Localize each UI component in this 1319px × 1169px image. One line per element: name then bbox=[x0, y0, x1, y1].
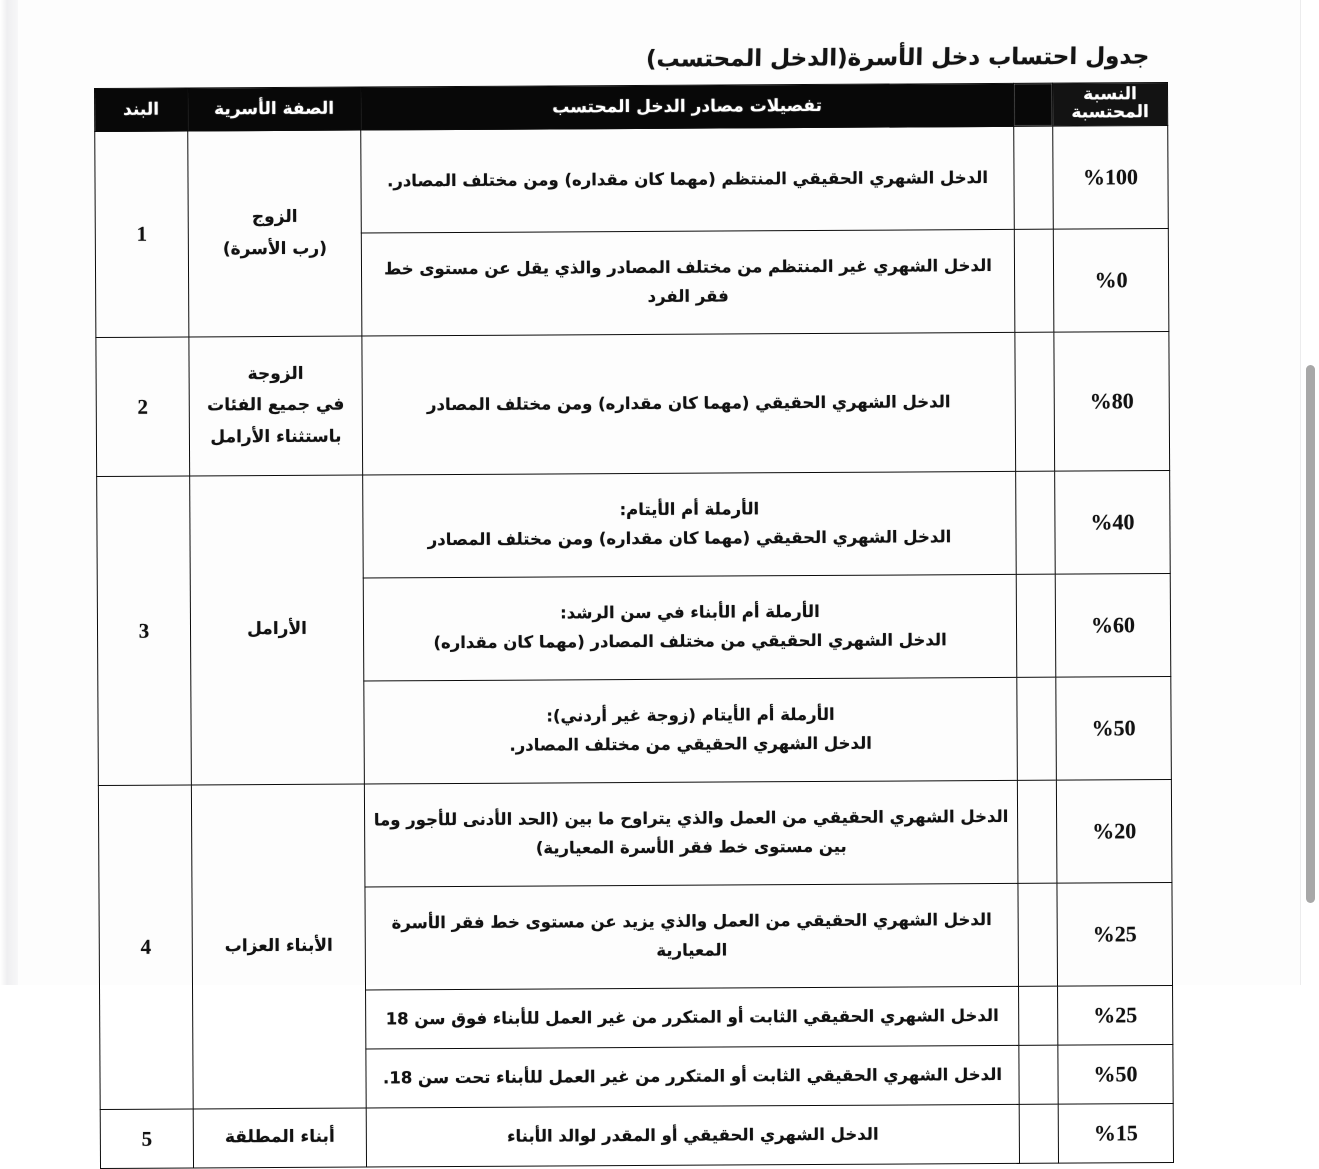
cell-percentage: %60 bbox=[1055, 574, 1171, 678]
cell-item-no: 3 bbox=[97, 476, 192, 786]
table-row bbox=[95, 126, 1169, 235]
column-header-item-no: البند bbox=[94, 88, 187, 132]
cell-percentage: %20 bbox=[1056, 780, 1172, 884]
cell-family-status: الأبناء العزاب bbox=[191, 784, 366, 1109]
cell-item-no: 4 bbox=[98, 785, 193, 1110]
vertical-scrollbar-thumb[interactable] bbox=[1306, 365, 1315, 903]
cell-detail: الدخل الشهري الحقيقي من العمل والذي يتراوح ما بين (الحد الأدنى للأجور وما بين مستوى خط فقر الأسرة المعيارية) bbox=[364, 780, 1018, 887]
status-line: (رب الأسرة) bbox=[222, 238, 328, 259]
cell-separator bbox=[1015, 332, 1055, 471]
table-row bbox=[98, 780, 1172, 889]
cell-percentage: %0 bbox=[1053, 229, 1169, 333]
table-row bbox=[100, 1103, 1173, 1168]
cell-percentage: %25 bbox=[1058, 985, 1173, 1045]
detail-subheading: الأرملة أم الأيتام: bbox=[619, 499, 760, 520]
column-header-percentage: النسبة المحتسبة bbox=[1052, 83, 1167, 127]
status-line: الزوجة bbox=[247, 363, 304, 384]
column-header-family-status: الصفة الأسرية bbox=[187, 87, 360, 131]
detail-subheading: الأرملة أم الأيتام (زوجة غير أردني): bbox=[546, 705, 835, 726]
cell-separator bbox=[1017, 677, 1057, 780]
cell-percentage: %15 bbox=[1058, 1103, 1173, 1163]
cell-percentage: %100 bbox=[1053, 126, 1169, 230]
cell-detail: الدخل الشهري الحقيقي من العمل والذي يزيد عن مستوى خط فقر الأسرة المعيارية bbox=[365, 883, 1019, 990]
cell-detail: الدخل الشهري الحقيقي المنتظم (مهما كان مقداره) ومن مختلف المصادر. bbox=[361, 126, 1015, 233]
family-income-calculation-table bbox=[94, 82, 1174, 1169]
cell-percentage: %40 bbox=[1055, 471, 1171, 575]
cell-separator bbox=[1019, 1104, 1058, 1163]
vertical-scrollbar-track[interactable] bbox=[1300, 0, 1319, 985]
cell-separator bbox=[1014, 229, 1054, 332]
cell-detail bbox=[364, 677, 1018, 784]
cell-item-no: 5 bbox=[100, 1109, 193, 1169]
cell-detail: الدخل الشهري الحقيقي أو المقدر لوالد الأبناء bbox=[366, 1104, 1019, 1167]
cell-percentage: %80 bbox=[1054, 332, 1170, 472]
cell-separator bbox=[1016, 471, 1056, 574]
status-line: باستثناء الأرامل bbox=[210, 426, 342, 448]
cell-detail bbox=[363, 471, 1017, 578]
table-header-row bbox=[94, 83, 1167, 132]
status-line: في جميع الفئات bbox=[207, 394, 345, 416]
page-left-shadow bbox=[0, 0, 18, 985]
table-body bbox=[95, 126, 1174, 1169]
column-header-separator bbox=[1013, 83, 1052, 126]
status-line: الزوج bbox=[251, 206, 298, 228]
cell-separator bbox=[1018, 883, 1058, 986]
cell-detail bbox=[363, 574, 1017, 681]
table-row bbox=[96, 332, 1170, 477]
cell-percentage: %50 bbox=[1058, 1044, 1173, 1104]
cell-item-no: 2 bbox=[96, 337, 190, 477]
cell-detail: الدخل الشهري الحقيقي الثابت أو المتكرر من غير العمل للأبناء فوق سن 18 bbox=[366, 986, 1019, 1049]
cell-family-status bbox=[188, 130, 362, 337]
cell-separator bbox=[1019, 1045, 1058, 1104]
cell-separator bbox=[1017, 780, 1057, 883]
cell-detail: الدخل الشهري غير المنتظم من مختلف المصادر والذي يقل عن مستوى خط فقر الفرد bbox=[361, 229, 1015, 336]
detail-text: الدخل الشهري الحقيقي من مختلف المصادر. bbox=[509, 733, 872, 755]
cell-detail: الدخل الشهري الحقيقي (مهما كان مقداره) ومن مختلف المصادر bbox=[362, 332, 1016, 475]
cell-separator bbox=[1019, 986, 1058, 1045]
cell-item-no: 1 bbox=[95, 131, 189, 338]
cell-percentage: %50 bbox=[1056, 677, 1172, 781]
page-title: جدول احتساب دخل الأسرة(الدخل المحتسب) bbox=[645, 43, 1150, 73]
detail-text: الدخل الشهري الحقيقي (مهما كان مقداره) ومن مختلف المصادر bbox=[427, 527, 952, 550]
scanned-document-page bbox=[18, 0, 1301, 1151]
cell-family-status: الأرامل bbox=[190, 475, 365, 785]
detail-subheading: الأرملة أم الأبناء في سن الرشد: bbox=[560, 602, 820, 623]
cell-percentage: %25 bbox=[1057, 882, 1173, 986]
cell-family-status bbox=[189, 336, 363, 476]
cell-family-status: أبناء المطلقة bbox=[193, 1108, 366, 1168]
table-row bbox=[97, 471, 1171, 580]
cell-separator bbox=[1016, 574, 1056, 677]
column-header-details: تفصيلات مصادر الدخل المحتسب bbox=[360, 83, 1013, 130]
detail-text: الدخل الشهري الحقيقي من مختلف المصادر (مهما كان مقداره) bbox=[433, 630, 947, 653]
cell-detail: الدخل الشهري الحقيقي الثابت أو المتكرر من غير العمل للأبناء تحت سن 18. bbox=[366, 1045, 1019, 1108]
cell-separator bbox=[1014, 126, 1054, 229]
